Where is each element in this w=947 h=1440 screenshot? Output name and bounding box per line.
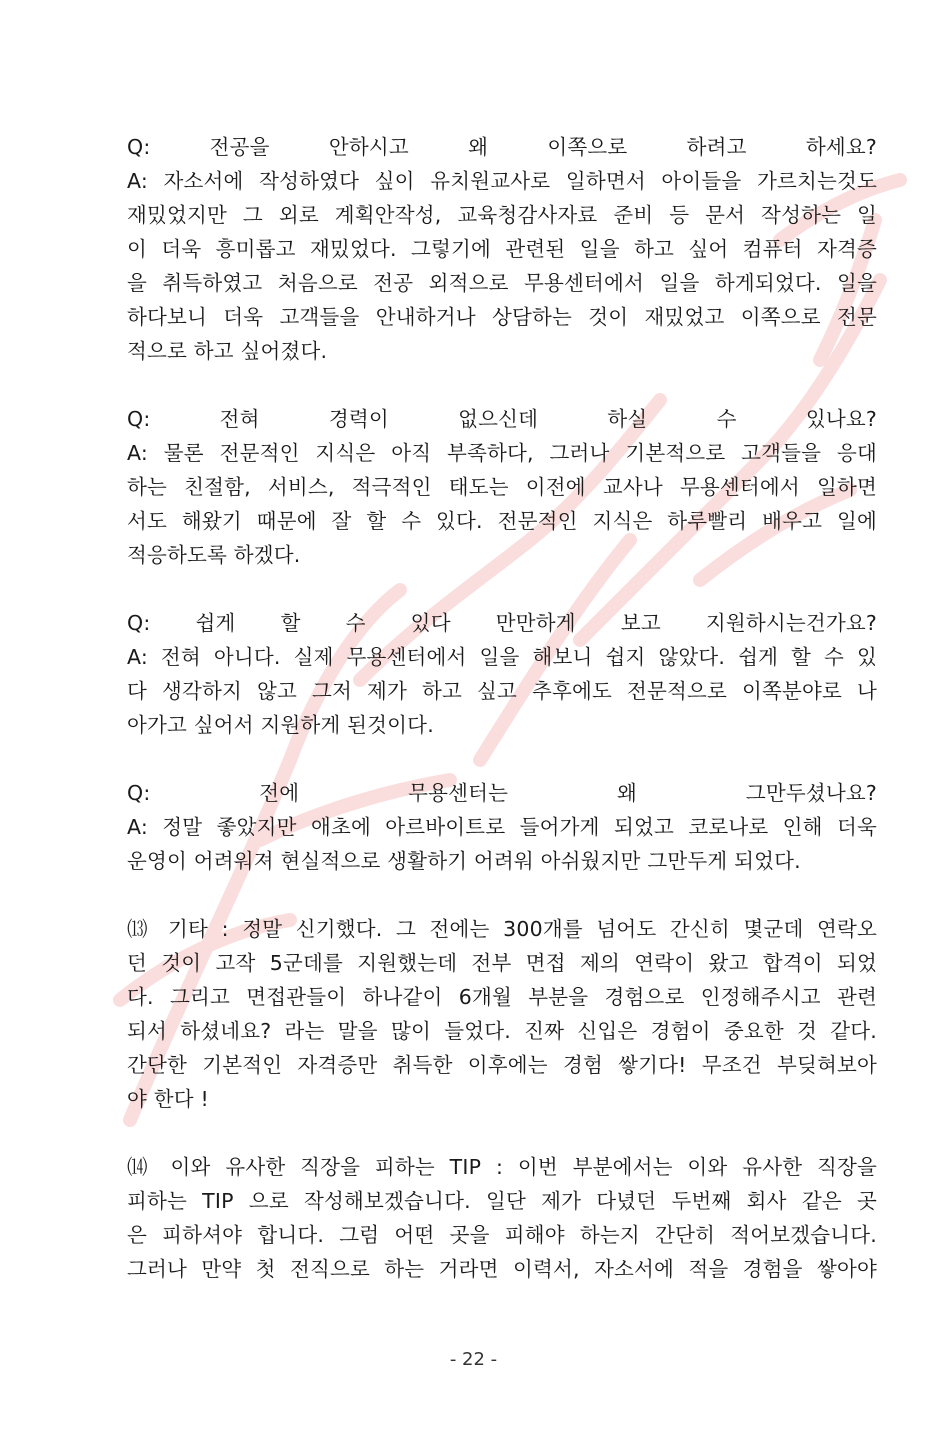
text-line: A: 자소서에 작성하였다 싶이 유치원교사로 일하면서 아이들을 가르치는것도 [127,169,877,193]
qa-block-4 [127,776,877,878]
text-line: ⒀ 기타 : 정말 신기했다. 그 전에는 300개를 넘어도 간신히 몇군데 연락오 [127,917,877,941]
paragraph-gap [127,572,877,606]
text-line: A: 물론 전문적인 지식은 아직 부족하다, 그러나 기본적으로 고객들을 응대 [127,441,877,465]
text-line: 하는 친절함, 서비스, 적극적인 태도는 이전에 교사나 무용센터에서 일하면 [127,475,877,499]
text-line: 적응하도록 하겠다. [127,543,301,567]
paragraph-gap [127,368,877,402]
text-line: 그러나 만약 첫 전직으로 하는 거라면 이력서, 자소서에 적을 경험을 쌓아야 [127,1257,877,1281]
text-line: 야 한다 ! [127,1087,209,1111]
text-line: 운영이 어려워져 현실적으로 생활하기 어려워 아쉬웠지만 그만두게 되었다. [127,849,801,873]
paragraph-gap [127,878,877,912]
text-line: 이 더욱 흥미롭고 재밌었다. 그렇기에 관련된 일을 하고 싶어 컴퓨터 자격증 [127,237,877,261]
section-14-tip [127,1150,877,1286]
paragraph-gap [127,1116,877,1150]
document-body [127,130,877,1286]
paragraph-gap [127,742,877,776]
text-line: 간단한 기본적인 자격증만 취득한 이후에는 경험 쌓기다! 무조건 부딪혀보아 [127,1053,877,1077]
text-line: 피하는 TIP 으로 작성해보겠습니다. 일단 제가 다녔던 두번째 회사 같은 곳 [127,1189,877,1213]
section-13-etc [127,912,877,1116]
text-line: A: 정말 좋았지만 애초에 아르바이트로 들어가게 되었고 코로나로 인해 더욱 [127,815,877,839]
text-line: A: 전혀 아니다. 실제 무용센터에서 일을 해보니 쉽지 않았다. 쉽게 할 수 있 [127,645,877,669]
text-line: 아가고 싶어서 지원하게 된것이다. [127,713,434,737]
text-line: 던 것이 고작 5군데를 지원했는데 전부 면접 제의 연락이 왔고 합격이 되었 [127,951,877,975]
page-number: - 22 - [449,1349,498,1370]
text-line: Q: 전공을 안하시고 왜 이쪽으로 하려고 하세요? [127,135,877,159]
text-line: 은 피하셔야 합니다. 그럼 어떤 곳을 피해야 하는지 간단히 적어보겠습니다. [127,1223,877,1247]
text-line: 되서 하셨네요? 라는 말을 많이 들었다. 진짜 신입은 경험이 중요한 것 같다. [127,1019,877,1043]
qa-block-1 [127,130,877,368]
text-line: Q: 전에 무용센터는 왜 그만두셨나요? [127,781,877,805]
text-line: 다. 그리고 면접관들이 하나같이 6개월 부분을 경험으로 인정해주시고 관련 [127,985,877,1009]
qa-block-3 [127,606,877,742]
text-line: Q: 쉽게 할 수 있다 만만하게 보고 지원하시는건가요? [127,611,877,635]
text-line: 다 생각하지 않고 그저 제가 하고 싶고 추후에도 전문적으로 이쪽분야로 나 [127,679,877,703]
qa-block-2 [127,402,877,572]
text-line: 적으로 하고 싶어졌다. [127,339,328,363]
text-line: 서도 해왔기 때문에 잘 할 수 있다. 전문적인 지식은 하루빨리 배우고 일에 [127,509,877,533]
text-line: 재밌었지만 그 외로 계획안작성, 교육청감사자료 준비 등 문서 작성하는 일 [127,203,877,227]
text-line: 하다보니 더욱 고객들을 안내하거나 상담하는 것이 재밌었고 이쪽으로 전문 [127,305,877,329]
text-line: 을 취득하였고 처음으로 전공 외적으로 무용센터에서 일을 하게되었다. 일을 [127,271,877,295]
text-line: ⒁ 이와 유사한 직장을 피하는 TIP : 이번 부분에서는 이와 유사한 직장을 [127,1155,877,1179]
text-line: Q: 전혀 경력이 없으신데 하실 수 있나요? [127,407,877,431]
